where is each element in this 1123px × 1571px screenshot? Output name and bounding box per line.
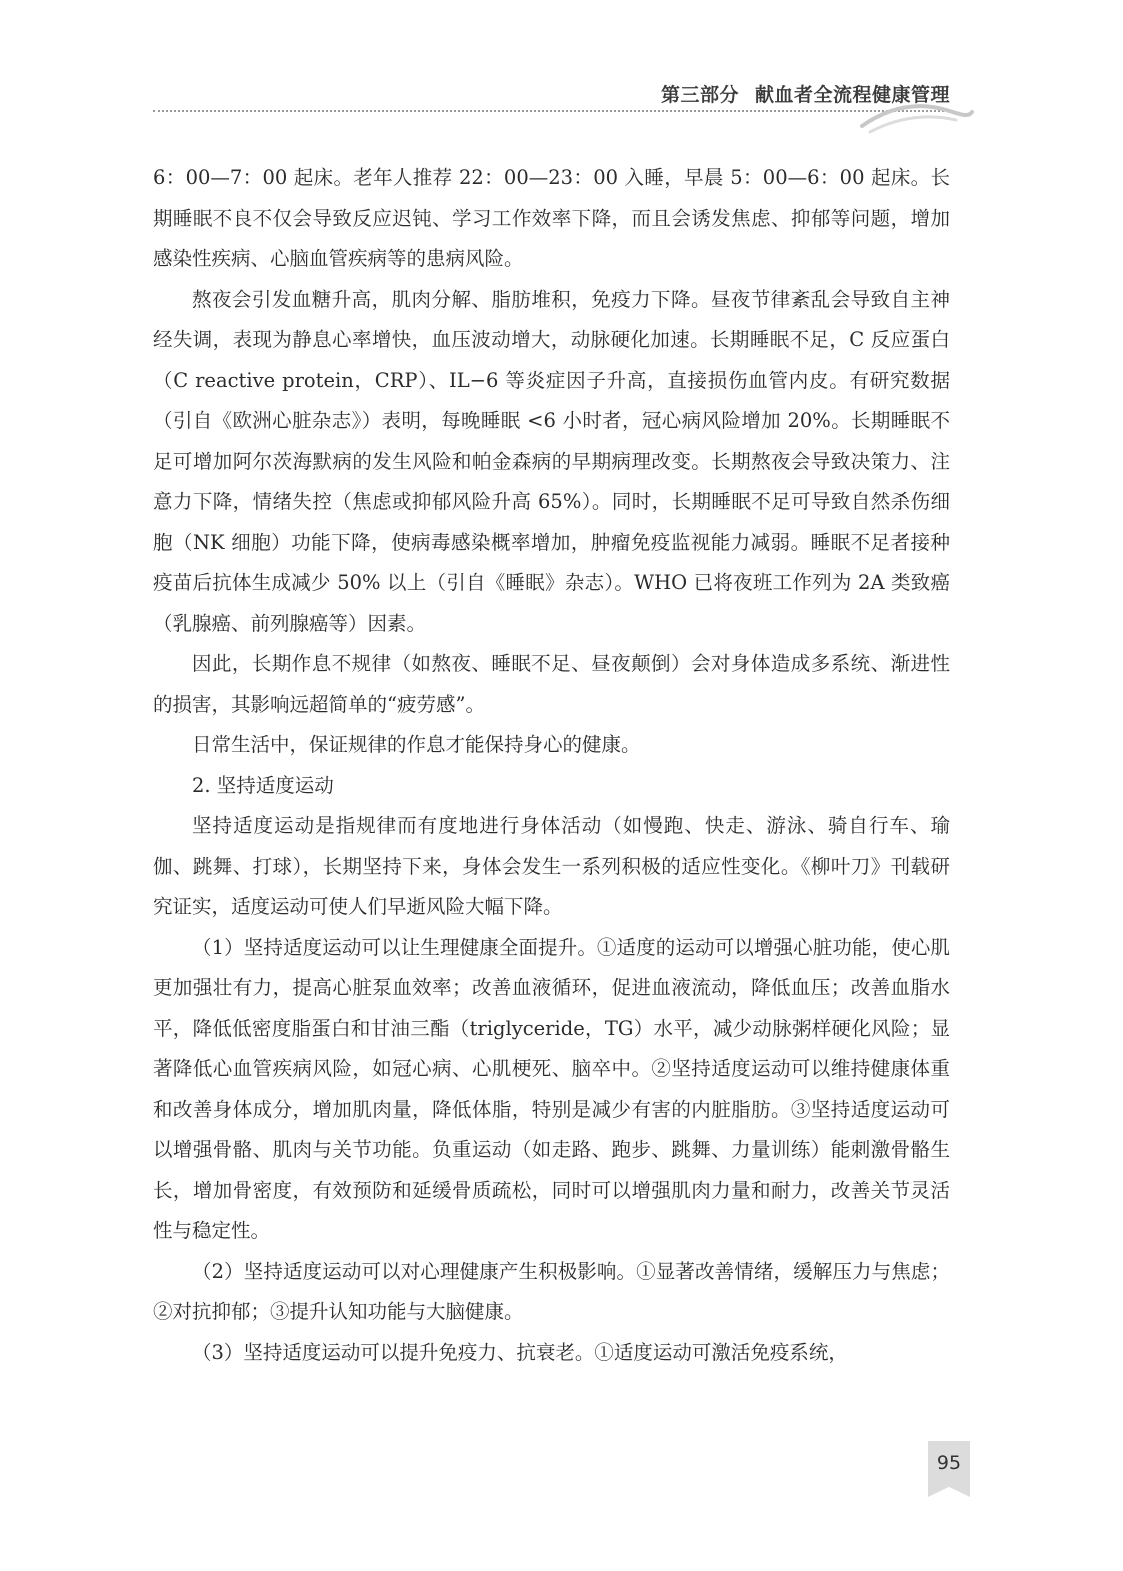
paragraph: （3）坚持适度运动可以提升免疫力、抗衰老。①适度运动可激活免疫系统，	[192, 1340, 848, 1364]
paragraph: 坚持适度运动是指规律而有度地进行身体活动（如慢跑、快走、游泳、骑自行车、瑜伽、跳舞、打球），长期坚持下来，身体会发生一系列积极的适应性变化。《柳叶刀》刊载研究证实，适度运动可使人们早逝风险大幅下降。	[153, 814, 950, 918]
body-text	[153, 158, 950, 1373]
paragraph: 熬夜会引发血糖升高，肌肉分解、脂肪堆积，免疫力下降。昼夜节律紊乱会导致自主神经失调，表现为静息心率增快，血压波动增大，动脉硬化加速。长期睡眠不足，C 反应蛋白（C reactive protein，CRP）、IL−6 等炎症因子升高，直接损伤血管内皮。有研究数据（引自《欧洲心脏杂志》）表明，每晚睡眠 <6 小时者，冠心病风险增加 20%。长期睡眠不足可增加阿尔茨海默病的发生风险和帕金森病的早期病理改变。长期熬夜会导致决策力、注意力下降，情绪失控（焦虑或抑郁风险升高 65%）。同时，长期睡眠不足可导致自然杀伤细胞（NK 细胞）功能下降，使病毒感染概率增加，肿瘤免疫监视能力减弱。睡眠不足者接种疫苗后抗体生成减少 50% 以上（引自《睡眠》杂志）。WHO 已将夜班工作列为 2A 类致癌（乳腺癌、前列腺癌等）因素。	[153, 287, 950, 635]
paragraph: 因此，长期作息不规律（如熬夜、睡眠不足、昼夜颠倒）会对身体造成多系统、渐进性的损害，其影响远超简单的“疲劳感”。	[153, 652, 950, 716]
section-heading: 2. 坚持适度运动	[192, 773, 334, 797]
part-title: 献血者全流程健康管理	[754, 84, 950, 106]
paragraph: 6：00—7：00 起床。老年人推荐 22：00—23：00 入睡，早晨 5：00—6：00 起床。长期睡眠不良不仅会导致反应迟钝、学习工作效率下降，而且会诱发焦虑、抑郁等问题，增加感染性疾病、心脑血管疾病等的患病风险。	[153, 166, 950, 270]
paragraph: （2）坚持适度运动可以对心理健康产生积极影响。①显著改善情绪，缓解压力与焦虑；②对抗抑郁；③提升认知功能与大脑健康。	[153, 1259, 950, 1323]
page-number: 95	[936, 1452, 962, 1474]
paragraph: 日常生活中，保证规律的作息才能保持身心的健康。	[192, 733, 641, 756]
part-label: 第三部分	[660, 84, 739, 106]
page-header	[0, 0, 1123, 140]
paragraph: （1）坚持适度运动可以让生理健康全面提升。①适度的运动可以增强心脏功能，使心肌更加强壮有力，提高心脏泵血效率；改善血液循环，促进血液流动，降低血压；改善血脂水平，降低低密度脂蛋白和甘油三酯（triglyceride，TG）水平，减少动脉粥样硬化风险；显著降低心血管疾病风险，如冠心病、心肌梗死、脑卒中。②坚持适度运动可以维持健康体重和改善身体成分，增加肌肉量，降低体脂，特别是减少有害的内脏脂肪。③坚持适度运动可以增强骨骼、肌肉与关节功能。负重运动（如走路、跑步、跳舞、力量训练）能刺激骨骼生长，增加骨密度，有效预防和延缓骨质疏松，同时可以增强肌肉力量和耐力，改善关节灵活性与稳定性。	[153, 935, 950, 1242]
header-dotted-rule	[153, 110, 948, 112]
header-swoosh-ornament	[860, 96, 980, 140]
